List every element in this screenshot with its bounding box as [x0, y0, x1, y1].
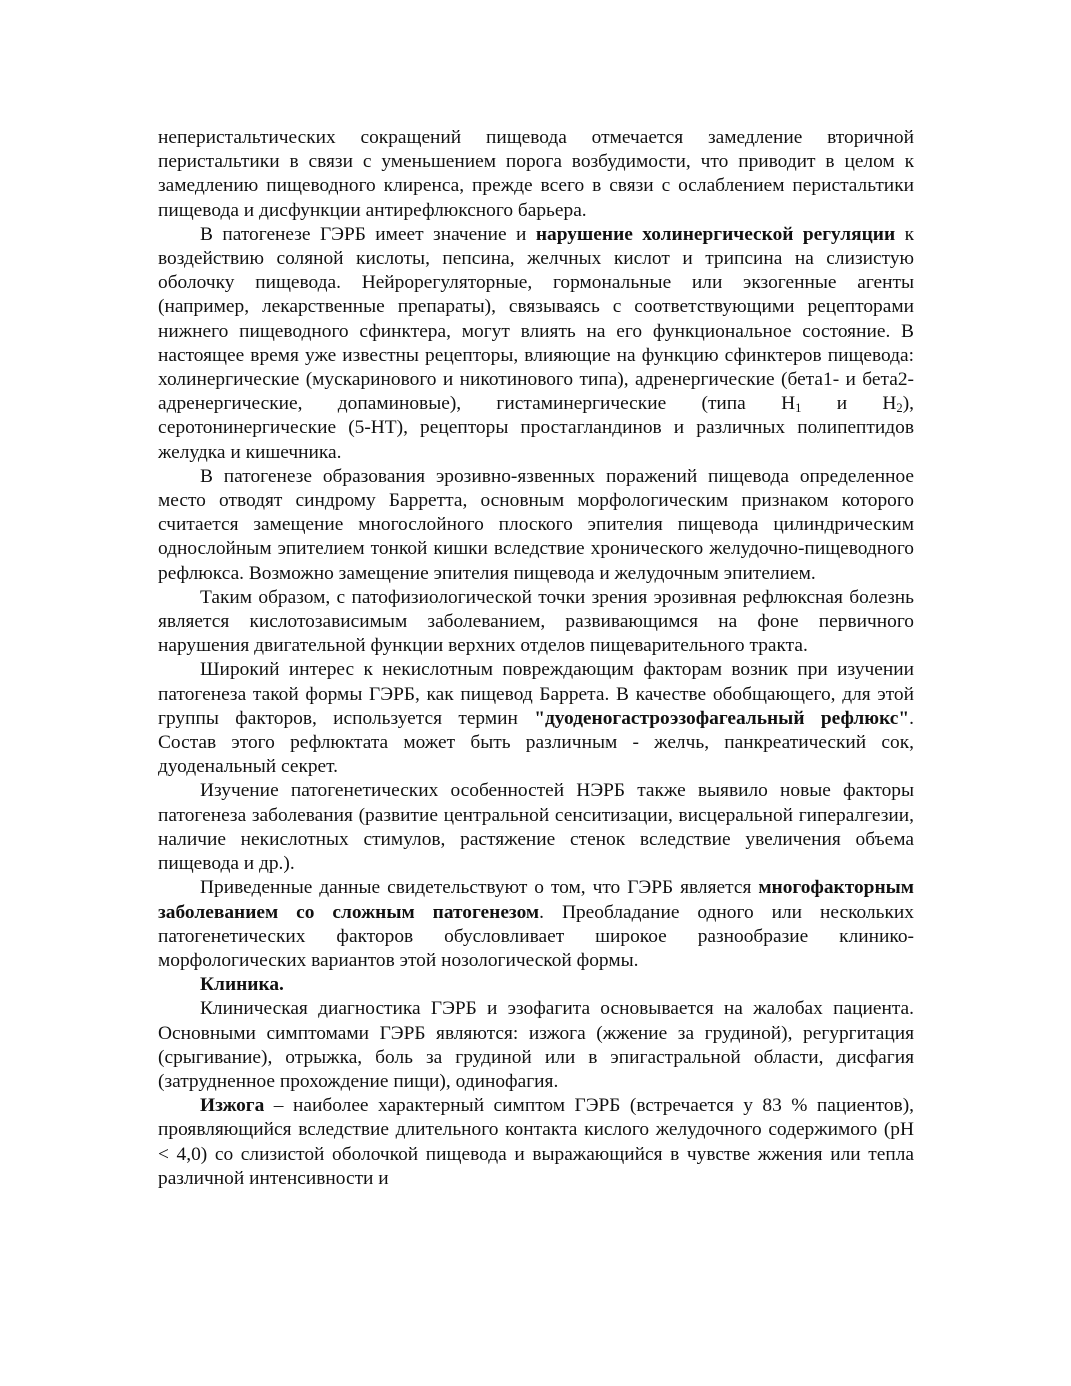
text-run: В патогенезе ГЭРБ имеет значение и [200, 223, 536, 245]
text-run: . Состав этого рефлюктата может быть различным - желчь, панкреатический сок, дуоденальный секрет. [158, 707, 915, 778]
heading-text: Клиника. [200, 974, 284, 996]
subscript: 1 [795, 401, 802, 416]
paragraph-barrett [158, 465, 914, 586]
text-run: Приведенные данные свидетельствуют о том, что ГЭРБ является [200, 877, 759, 899]
paragraph-continuation [158, 126, 914, 223]
paragraph-nerd [158, 779, 914, 876]
text-run: – наиболее характерный симптом ГЭРБ (встречается у 83 % пациентов), проявляющийся вследствие длительного контакта кислого желудочного содержимого (pH < 4,0) со слизистой оболочкой пищевода и выражающийся в чувстве жжения или тепла различной интенсивности и [158, 1095, 914, 1189]
paragraph-heartburn [158, 1094, 914, 1191]
document-page [158, 126, 914, 1191]
text-run: Широкий интерес к некислотным повреждающим факторам возник при изучении патогенеза такой формы ГЭРБ, как пищевод Баррета. В качестве обобщающего, для этой группы факторов, используется термин [158, 659, 914, 729]
text-run: . Преобладание одного или нескольких патогенетических факторов обусловливает широкое разнообразие клинико-морфологических вариантов этой нозологической формы. [158, 901, 914, 971]
paragraph-text: Таким образом, с патофизиологической точки зрения эрозивная рефлюксная болезнь является кислотозависимым заболеванием, развивающимся на фоне первичного нарушения двигательной функции верхних отделов пищеварительного тракта. [158, 586, 914, 657]
paragraph-text: В патогенезе образования эрозивно-язвенных поражений пищевода определенное место отводят синдрому Барретта, основным морфологическим признаком которого считается замещение многослойного плоского эпителия пищевода цилиндрическим однослойным эпителием тонкой кишки вследствие хронического желудочно-пищеводного рефлюкса. Возможно замещение эпителия пищевода и желудочным эпителием. [158, 465, 914, 584]
paragraph-cholinergic [158, 223, 914, 465]
text-run: ), серотонинергические (5-HT), рецепторы простагландинов и различных полипептидов желудка и кишечника. [158, 393, 915, 463]
bold-term: Изжога [200, 1095, 265, 1117]
text-run: и H [801, 393, 897, 415]
paragraph-multifactorial [158, 876, 914, 973]
section-heading [158, 973, 914, 997]
paragraph-clinical-diagnosis [158, 997, 914, 1094]
paragraph-text: неперистальтических сокращений пищевода отмечается замедление вторичной перистальтики в связи с уменьшением порога возбудимости, что приводит в целом к замедлению пищеводного клиренса, прежде всего в связи с ослаблением перистальтики пищевода и дисфункции антирефлюксного барьера. [158, 127, 914, 221]
subscript: 2 [896, 401, 903, 416]
bold-term: нарушение холинергической регуляции [535, 223, 896, 245]
paragraph-nonacid-factors [158, 658, 914, 779]
paragraph-text: Изучение патогенетических особенностей НЭРБ также выявило новые факторы патогенеза заболевания (развитие центральной сенситизации, висцеральной гипералгезии, наличие некислотных стимулов, растяжение стенок вследствие увеличения объема пищевода и др.). [158, 780, 914, 875]
paragraph-text: Клиническая диагностика ГЭРБ и эзофагита основывается на жалобах пациента. Основными симптомами ГЭРБ являются: изжога (жжение за грудиной), регургитация (срыгивание), отрыжка, боль за грудиной или в эпигастральной области, дисфагия (затрудненное прохождение пищи), одинофагия. [158, 998, 914, 1092]
bold-term: многофакторным заболеванием со сложным патогенезом [158, 877, 914, 923]
paragraph-summary [158, 586, 914, 659]
bold-term: "дуоденогастроэзофагеальный рефлюкс" [534, 707, 910, 729]
text-run: к воздействию соляной кислоты, пепсина, желчных кислот и трипсина на слизистую оболочку пищевода. Нейрорегуляторные, гормональные или экзогенные агенты (например, лекарственные препараты), связываясь с соответствующими рецепторами нижнего пищеводного сфинктера, могут влиять на его функциональное состояние. В настоящее время уже известны рецепторы, влияющие на функцию сфинктеров пищевода: холинергические (мускаринового и никотинового типа), адренергические (бета1- и бета2-адренергические, допаминовые), гистаминергические (типа H [158, 223, 914, 415]
